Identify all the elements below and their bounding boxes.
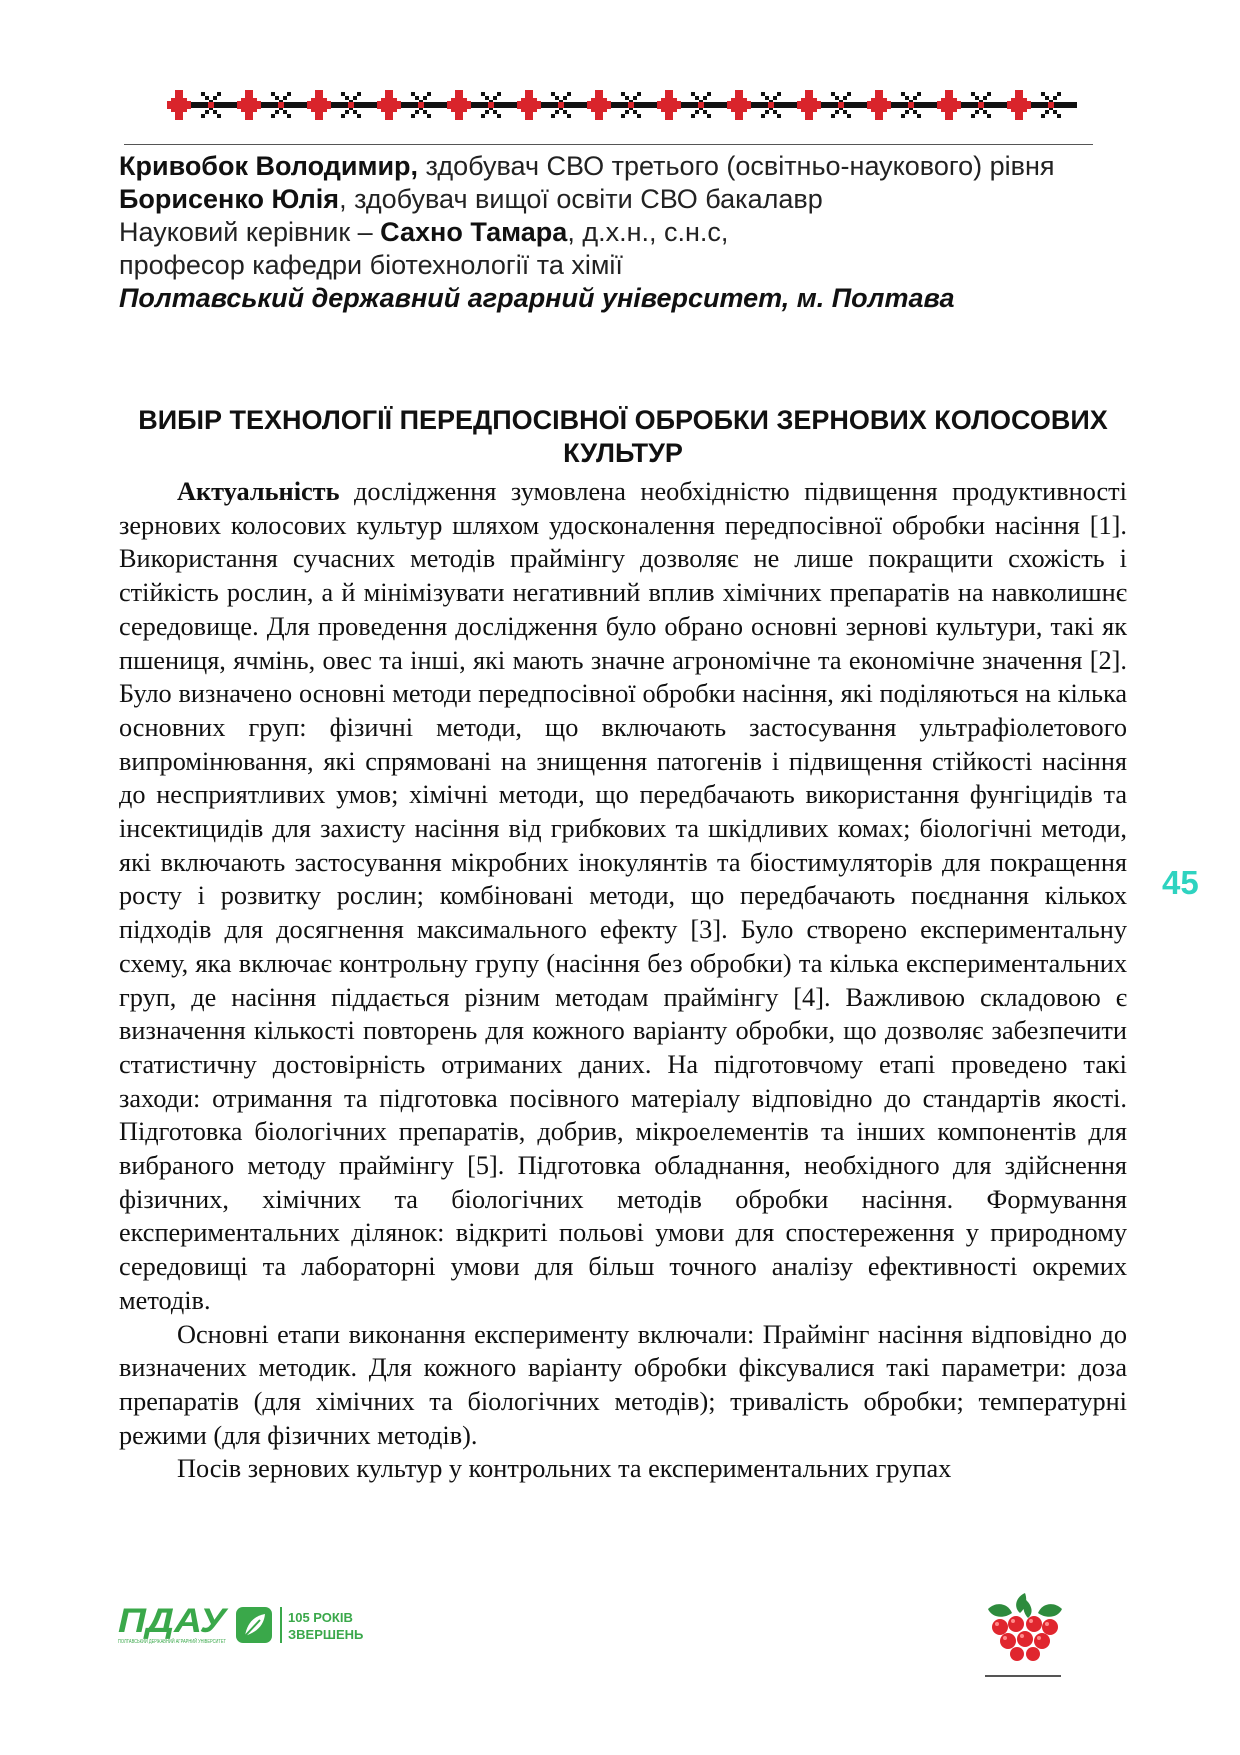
logo-subtitle: ПОЛТАВСЬКИЙ ДЕРЖАВНИЙ АГРАРНИЙ УНІВЕРСИТЕТ: [118, 1639, 253, 1645]
author-block: [119, 150, 1127, 315]
supervisor-name: Сахно Тамара: [380, 217, 568, 247]
paragraph-1: [119, 475, 1127, 1318]
header-divider: [124, 144, 1093, 145]
embroidery-ornament-border: [167, 86, 1077, 124]
viburnum-berries-icon: [980, 1591, 1070, 1667]
author-1: [119, 150, 1127, 183]
article-title: ВИБІР ТЕХНОЛОГІЇ ПЕРЕДПОСІВНОЇ ОБРОБКИ ЗЕРНОВИХ КОЛОСОВИХ КУЛЬТУР: [138, 405, 1108, 468]
supervisor-position: професор кафедри біотехнології та хімії: [119, 250, 623, 280]
anniversary-line-1: 105 РОКІВ: [288, 1610, 353, 1625]
supervisor-degree: , д.х.н., с.н.с,: [567, 217, 729, 247]
article-body: [119, 475, 1127, 1486]
footer-divider: [985, 1675, 1061, 1677]
supervisor-prefix: Науковий керівник –: [119, 217, 381, 247]
leaf-icon: [236, 1607, 272, 1643]
author-1-name: Кривобок Володимир,: [119, 151, 419, 181]
paragraph-2: Основні етапи виконання експерименту включали: Праймінг насіння відповідно до визначених методик. Для кожного варіанту обробки фіксувалися такі параметри: доза препаратів (для хімічних та біологічних методів); тривалість обробки; температурні режими (для фізичних методів).: [119, 1319, 1127, 1450]
university-logo: [118, 1603, 418, 1649]
author-2-desc: , здобувач вищої освіти СВО бакалавр: [339, 184, 823, 214]
supervisor: [119, 216, 1127, 249]
paragraph-1-lead: Актуальність: [177, 477, 340, 506]
affiliation: Полтавський державний аграрний університет, м. Полтава: [119, 283, 955, 313]
logo-text: ПДАУ: [118, 1603, 230, 1640]
anniversary-line-2: ЗВЕРШЕНЬ: [288, 1627, 364, 1642]
author-2: [119, 183, 1127, 216]
author-2-name: Борисенко Юлія: [119, 184, 340, 214]
author-1-desc: здобувач СВО третього (освітньо-наукового) рівня: [418, 151, 1055, 181]
page-number: 45: [1162, 864, 1199, 901]
paragraph-1-text: дослідження зумовлена необхідністю підвищення продуктивності зернових колосових культур шляхом удосконалення передпосівної обробки насіння [1]. Використання сучасних методів праймінгу дозволяє не лише покращити схожість і стійкість рослин, а й мінімізувати негативний вплив хімічних препаратів на навколишнє середовище. Для проведення дослідження було обрано основні зернові культури, такі як пшениця, ячмінь, овес та інші, які мають значне агрономічне та економічне значення [2]. Було визначено основні методи передпосівної обробки насіння, які поділяються на кілька основних груп: фізичні методи, що включають застосування ультрафіолетового випромінювання, які спрямовані на знищення патогенів і підвищення стійкості насіння до несприятливих умов; хімічні методи, що передбачають використання фунгіцидів та інсектицидів для захисту насіння від грибкових та шкідливих комах; біологічні методи, які включають застосування мікробних інокулянтів та біостимуляторів для покращення росту і розвитку рослин; комбіновані методи, що передбачають поєднання кількох підходів для досягнення максимального ефекту [3]. Було створено експериментальну схему, яка включає контрольну групу (насіння без обробки) та кілька експериментальних груп, де насіння піддається різним методам праймінгу [4]. Важливою складовою є визначення кількості повторень для кожного варіанту обробки, що дозволяє забезпечити статистичну достовірність отриманих даних. На підготовчому етапі проведено такі заходи: отримання та підготовка посівного матеріалу відповідно до стандартів якості. Підготовка біологічних препаратів, добрив, мікроелементів та інших компонентів для вибраного методу праймінгу [5]. Підготовка обладнання, необхідного для здійснення фізичних, хімічних та біологічних методів обробки насіння. Формування експериментальних ділянок: відкриті польові умови для спостереження у природному середовищі та лабораторні умови для більш точного аналізу ефективності окремих методів.: [119, 477, 1127, 1315]
paragraph-3: Посів зернових культур у контрольних та експериментальних групах: [177, 1454, 952, 1484]
